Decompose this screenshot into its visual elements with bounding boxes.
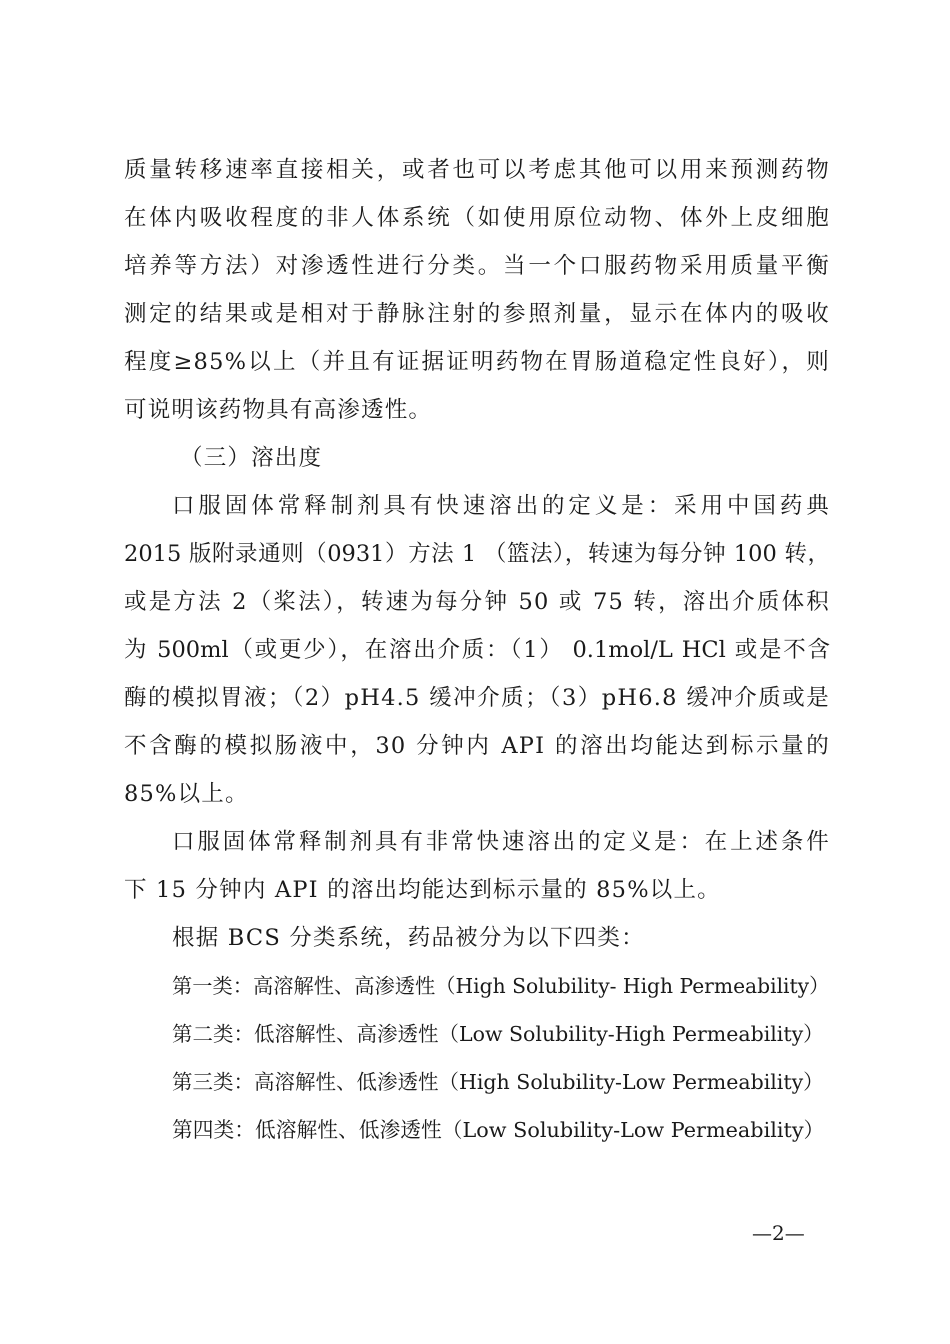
text-line: 质量转移速率直接相关，或者也可以考虑其他可以用来预测药物 bbox=[124, 157, 830, 183]
text-line: 85%以上。 bbox=[124, 781, 249, 807]
text-line: 口服固体常释制剂具有快速溶出的定义是：采用中国药典 bbox=[172, 493, 830, 519]
bcs-class-item: 第二类：低溶解性、高渗透性（Low Solubility-High Permeability） bbox=[172, 1022, 824, 1046]
page-number: —2— bbox=[752, 1221, 805, 1245]
paragraph-very-rapid-dissolution bbox=[124, 818, 830, 914]
text-line: 酶的模拟胃液；（2）pH4.5 缓冲介质；（3）pH6.8 缓冲介质或是 bbox=[124, 685, 830, 711]
text-line: 程度≥85%以上（并且有证据证明药物在胃肠道稳定性良好），则 bbox=[124, 349, 830, 375]
text-line: 2015 版附录通则（0931）方法 1 （篮法），转速为每分钟 100 转， bbox=[124, 541, 830, 567]
bcs-class-item: 第三类：高溶解性、低渗透性（High Solubility-Low Permeability） bbox=[172, 1070, 824, 1094]
document-body bbox=[124, 146, 830, 1154]
paragraph-bcs-intro: 根据 BCS 分类系统，药品被分为以下四类： bbox=[172, 925, 645, 951]
bcs-class-item: 第四类：低溶解性、低渗透性（Low Solubility-Low Permeability） bbox=[172, 1118, 825, 1142]
section-heading: （三）溶出度 bbox=[180, 445, 323, 471]
paragraph-rapid-dissolution bbox=[124, 482, 830, 818]
paragraph-permeability bbox=[124, 146, 830, 434]
bcs-class-list bbox=[124, 962, 830, 1154]
text-line: 培养等方法）对渗透性进行分类。当一个口服药物采用质量平衡 bbox=[124, 253, 830, 279]
text-line: 下 15 分钟内 API 的溶出均能达到标示量的 85%以上。 bbox=[124, 877, 721, 903]
text-line: 口服固体常释制剂具有非常快速溶出的定义是：在上述条件 bbox=[172, 829, 830, 855]
bcs-class-item: 第一类：高溶解性、高渗透性（High Solubility- High Permeability） bbox=[172, 974, 830, 998]
text-line: 不含酶的模拟肠液中，30 分钟内 API 的溶出均能达到标示量的 bbox=[124, 733, 830, 759]
text-line: 在体内吸收程度的非人体系统（如使用原位动物、体外上皮细胞 bbox=[124, 205, 830, 231]
text-line: 或是方法 2（桨法），转速为每分钟 50 或 75 转，溶出介质体积 bbox=[124, 589, 830, 615]
text-line: 可说明该药物具有高渗透性。 bbox=[124, 397, 433, 423]
text-line: 为 500ml（或更少），在溶出介质：（1） 0.1mol/L HCl 或是不含 bbox=[124, 637, 830, 663]
text-line: 测定的结果或是相对于静脉注射的参照剂量，显示在体内的吸收 bbox=[124, 301, 830, 327]
